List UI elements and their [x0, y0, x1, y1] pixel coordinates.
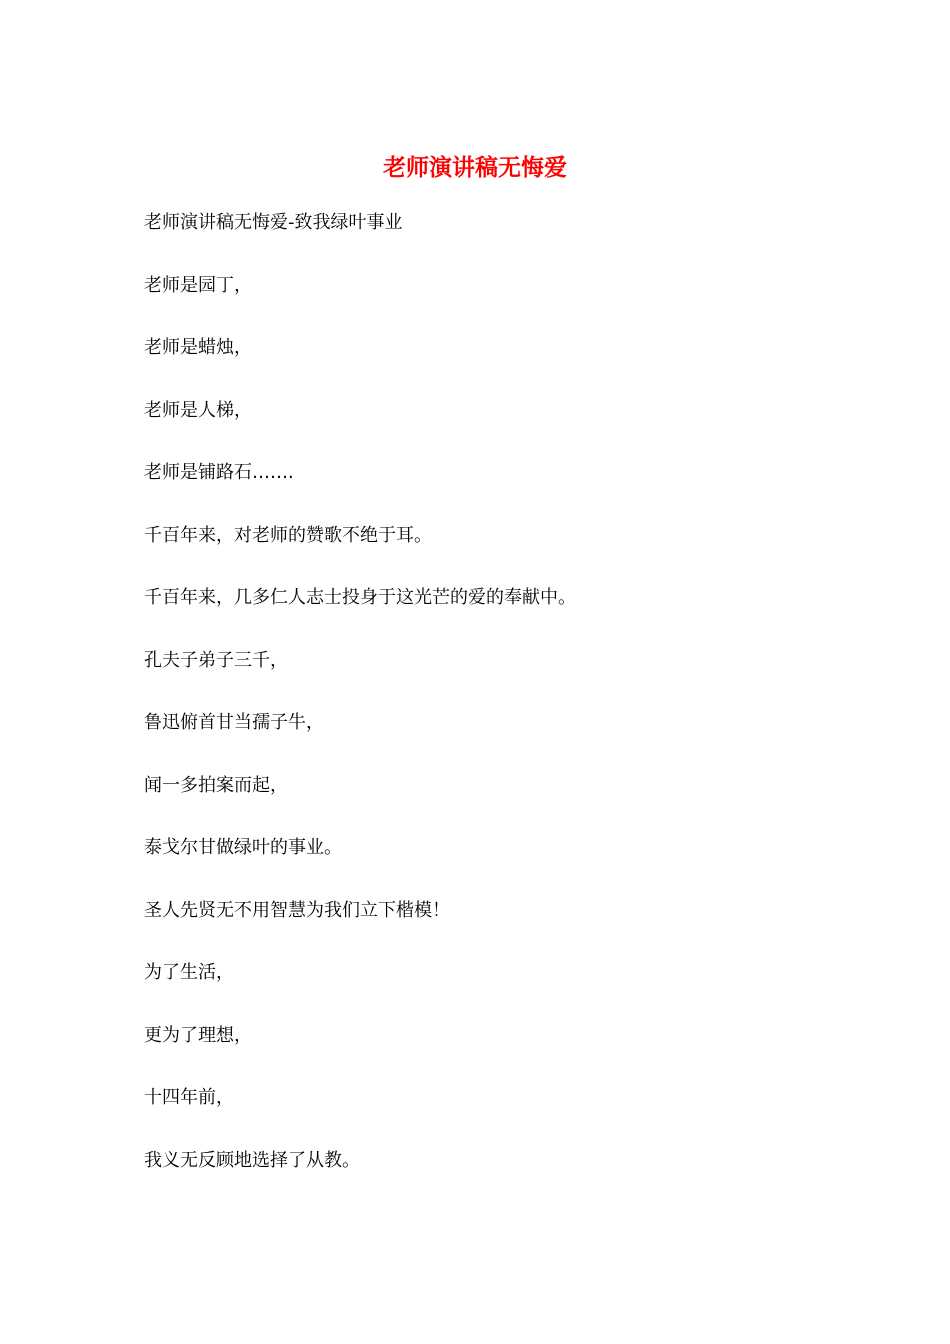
paragraph-line: 老师是园丁， [144, 274, 252, 296]
paragraph-line: 鲁迅俯首甘当孺子牛， [144, 712, 324, 733]
paragraph-line: 老师是蜡烛， [144, 337, 252, 358]
paragraph-line: 圣人先贤无不用智慧为我们立下楷模！ [144, 899, 450, 921]
document-body [144, 207, 824, 1207]
paragraph-line: 泰戈尔甘做绿叶的事业。 [144, 837, 342, 858]
paragraph-line: 闻一多拍案而起， [144, 774, 288, 796]
paragraph-line: 千百年来，几多仁人志士投身于这光芒的爱的奉献中。 [144, 587, 576, 608]
paragraph-line: 千百年来，对老师的赞歌不绝于耳。 [144, 524, 432, 546]
paragraph-line: 老师演讲稿无悔爱-致我绿叶事业 [144, 212, 403, 233]
paragraph-line: 十四年前， [144, 1087, 234, 1108]
paragraph-line: 我义无反顾地选择了从教。 [144, 1149, 360, 1171]
paragraph-line: 老师是铺路石……. [144, 462, 294, 483]
paragraph-line: 老师是人梯， [144, 399, 252, 421]
paragraph-line: 为了生活， [144, 962, 234, 983]
paragraph-line: 孔夫子弟子三千， [144, 649, 288, 671]
document-title: 老师演讲稿无悔爱 [383, 154, 567, 181]
paragraph-line: 更为了理想， [144, 1024, 252, 1046]
